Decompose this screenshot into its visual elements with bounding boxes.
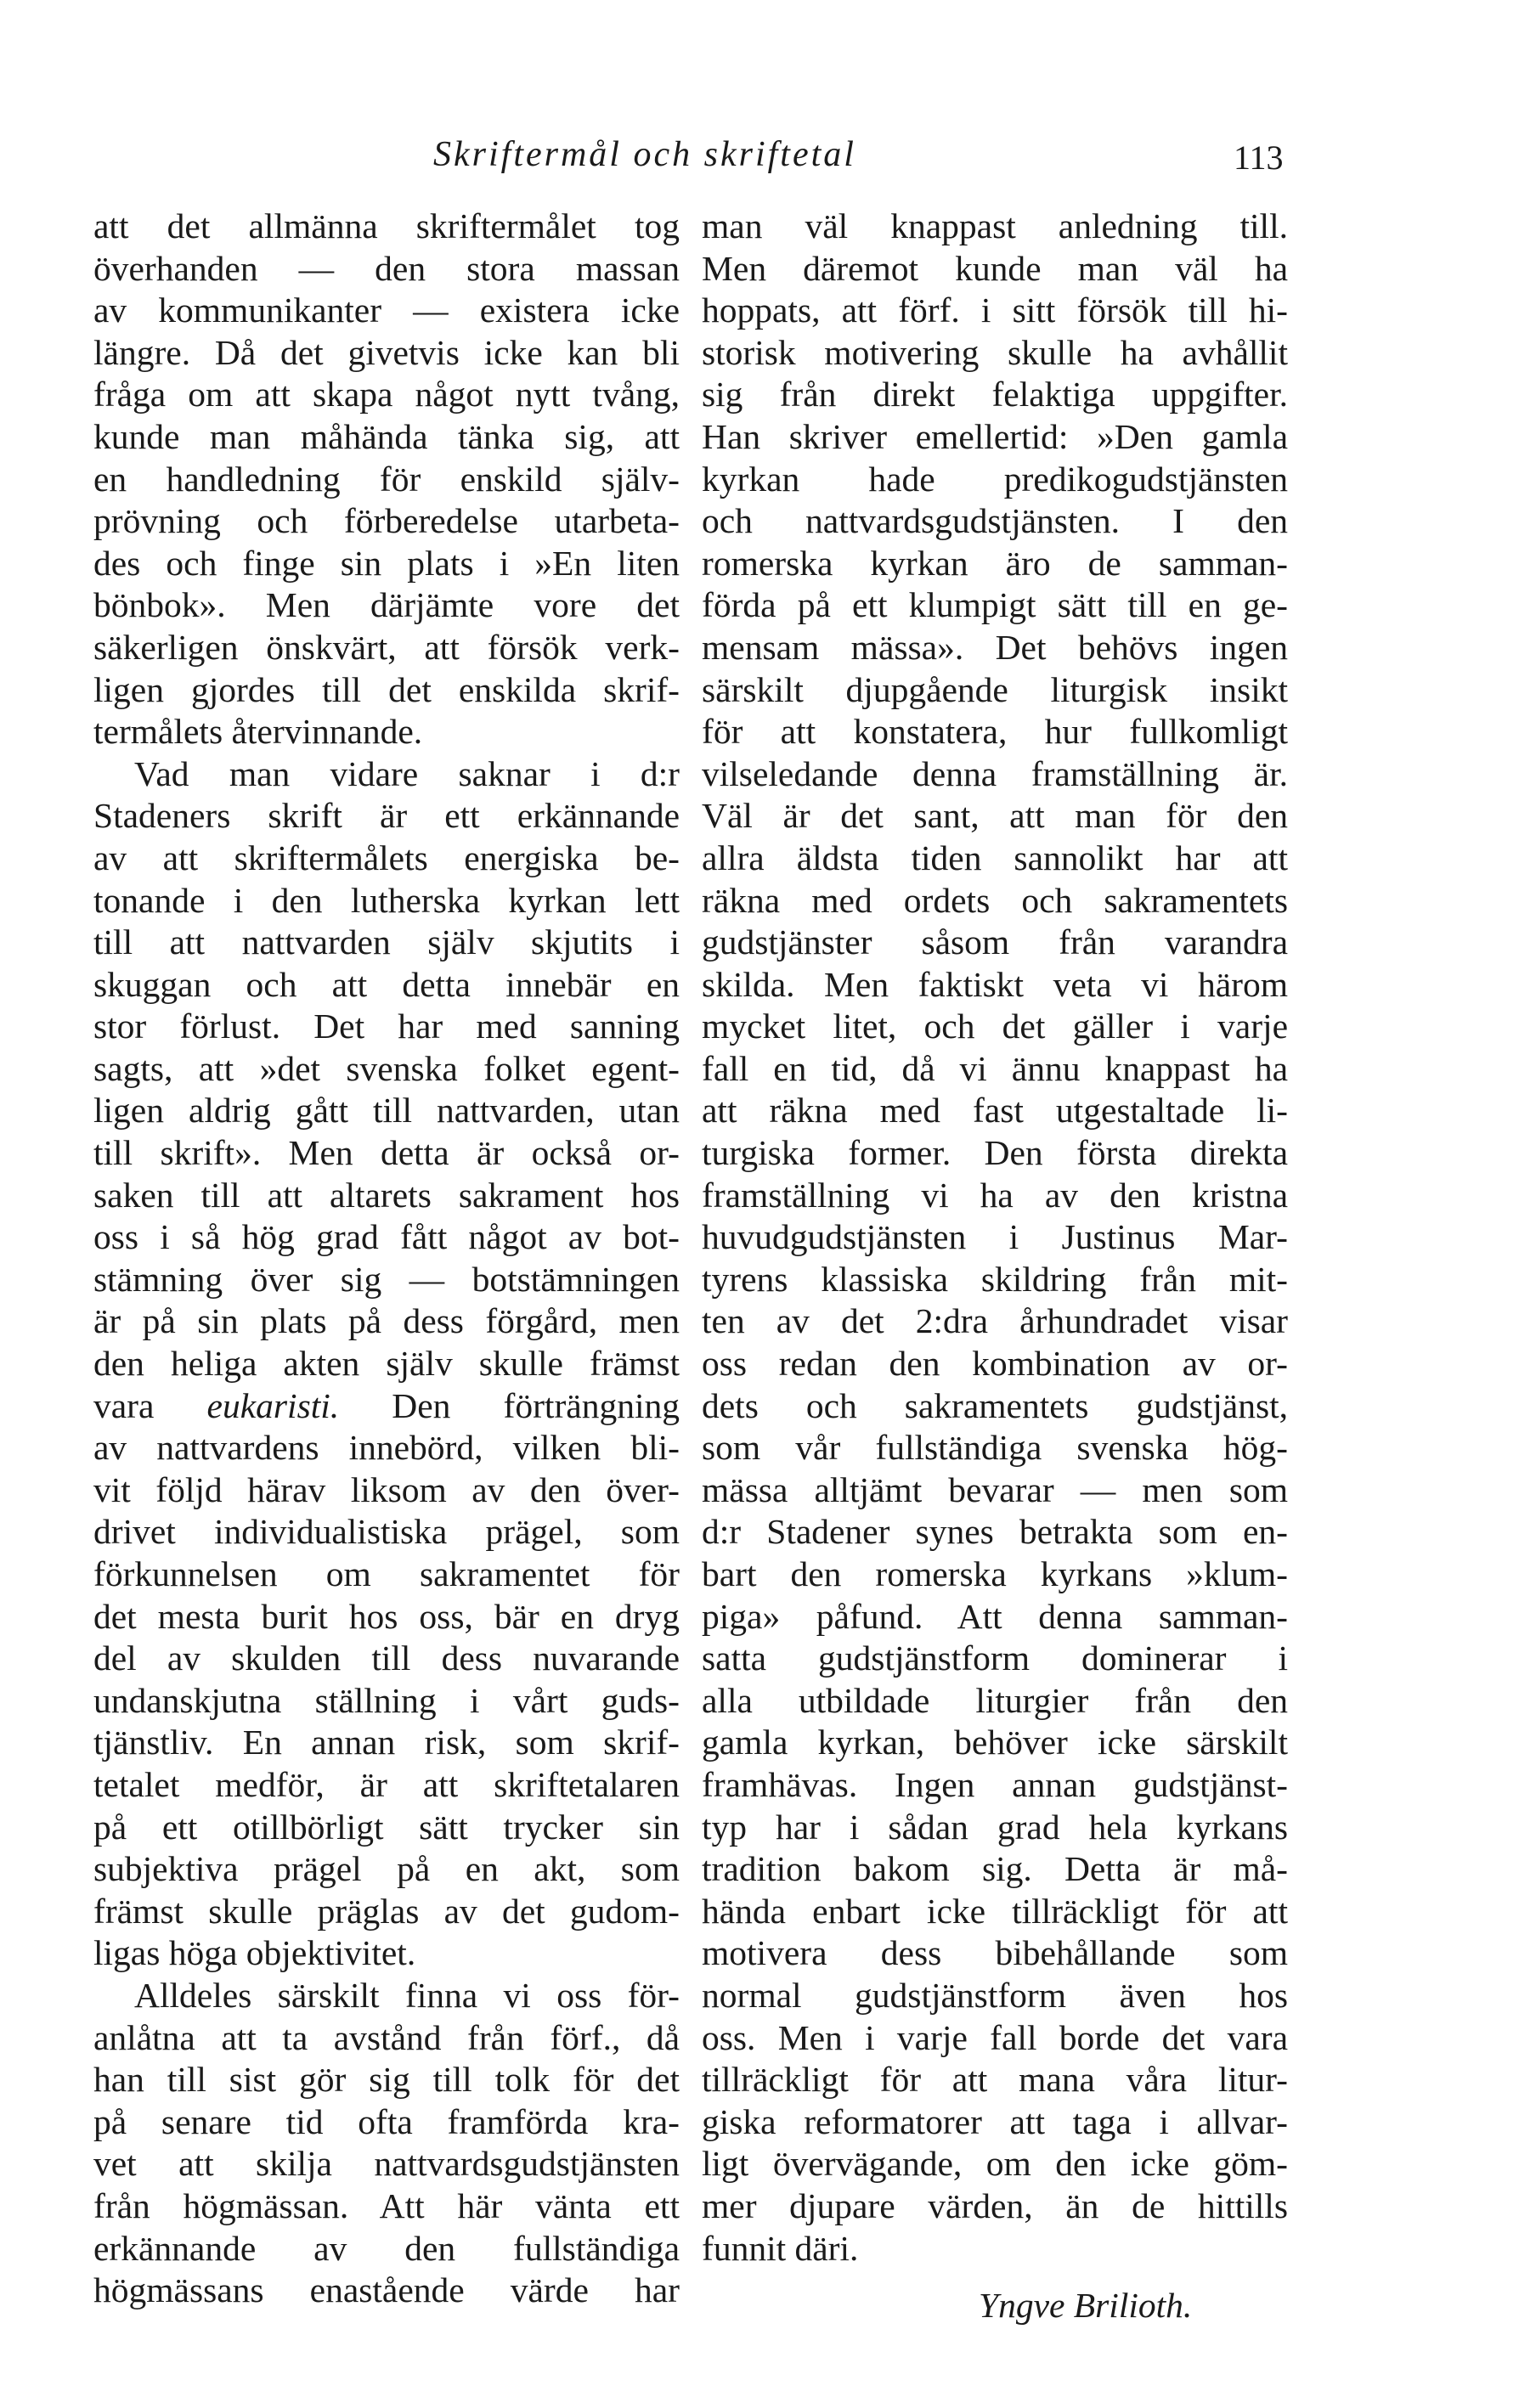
text-line: till skrift». Men detta är också or- xyxy=(93,1133,680,1173)
text-line: kunde man måhända tänka sig, att xyxy=(93,416,680,456)
text-line: skuggan och att detta innebär en xyxy=(93,964,680,1004)
text-line: Men däremot kunde man väl ha xyxy=(702,248,1288,288)
text-line: bönbok». Men därjämte vore det xyxy=(93,585,680,625)
text-line: en handledning för enskild själv- xyxy=(93,459,680,499)
text-line: att räkna med fast utgestaltade li- xyxy=(702,1091,1288,1131)
text-line: normal gudstjänstform även hos xyxy=(702,1975,1288,2015)
text-line: giska reformatorer att taga i allvar- xyxy=(702,2101,1288,2141)
text-line: turgiska former. Den första direkta xyxy=(702,1133,1288,1173)
text-line: framställning vi ha av den kristna xyxy=(702,1175,1288,1215)
text-line: tradition bakom sig. Detta är må- xyxy=(702,1849,1288,1889)
text-line: allra äldsta tiden sannolikt har att xyxy=(702,837,1288,877)
text-line: oss redan den kombination av or- xyxy=(702,1344,1288,1384)
text-line: framhävas. Ingen annan gudstjänst- xyxy=(702,1764,1288,1804)
text-line: högmässans enastående värde har xyxy=(93,2270,680,2310)
text-segment: Den förträngning xyxy=(392,1385,680,1425)
text-line: förda på ett klumpigt sätt till en ge- xyxy=(702,585,1288,625)
text-line: främst skulle präglas av det gudom- xyxy=(93,1891,680,1931)
text-line: det mesta burit hos oss, bär en dryg xyxy=(93,1596,680,1636)
right-column xyxy=(702,206,1288,2327)
text-line: sagts, att »det svenska folket egent- xyxy=(93,1048,680,1088)
text-line: dets och sakramentets gudstjänst, xyxy=(702,1385,1288,1425)
text-line: motivera dess bibehållande som xyxy=(702,1933,1288,1973)
text-line: tonande i den lutherska kyrkan lett xyxy=(93,880,680,920)
text-line: säkerligen önskvärt, att försök verk- xyxy=(93,627,680,667)
text-line: Stadeners skrift är ett erkännande xyxy=(93,796,680,836)
paragraph-start-line: Vad man vidare saknar i d:r xyxy=(134,753,680,793)
text-line: man väl knappast anledning till. xyxy=(702,206,1288,245)
text-line: tyrens klassiska skildring från mit- xyxy=(702,1259,1288,1299)
text-line: av kommunikanter — existera icke xyxy=(93,290,680,330)
paragraph-end-line: ligas höga objektivitet. xyxy=(93,1933,416,1973)
text-line: saken till att altarets sakrament hos xyxy=(93,1175,680,1215)
text-line: sig från direkt felaktiga uppgifter. xyxy=(702,375,1288,414)
text-line: prövning och förberedelse utarbeta- xyxy=(93,501,680,541)
text-line: drivet individualistiska prägel, som xyxy=(93,1512,680,1552)
text-line: erkännande av den fullständiga xyxy=(93,2228,680,2268)
text-line: till att nattvarden själv skjutits i xyxy=(93,922,680,962)
text-line: förkunnelsen om sakramentet för xyxy=(93,1554,680,1593)
running-title: Skriftermål och skriftetal xyxy=(433,135,856,174)
text-line: som vår fullständiga svenska hög- xyxy=(702,1428,1288,1468)
text-line: subjektiva prägel på en akt, som xyxy=(93,1849,680,1889)
text-line: av nattvardens innebörd, vilken bli- xyxy=(93,1428,680,1468)
text-line: skilda. Men faktiskt veta vi härom xyxy=(702,964,1288,1004)
text-line: satta gudstjänstform dominerar i xyxy=(702,1638,1288,1678)
text-line: mycket litet, och det gäller i varje xyxy=(702,1007,1288,1046)
text-line: alla utbildade liturgier från den xyxy=(702,1680,1288,1720)
text-line: längre. Då det givetvis icke kan bli xyxy=(93,332,680,372)
text-line: romerska kyrkan äro de samman- xyxy=(702,543,1288,583)
text-line: vilseledande denna framställning är. xyxy=(702,753,1288,793)
text-line: vit följd härav liksom av den över- xyxy=(93,1469,680,1509)
text-line: stämning över sig — botstämningen xyxy=(93,1259,680,1299)
text-line: typ har i sådan grad hela kyrkans xyxy=(702,1807,1288,1847)
page-number: 113 xyxy=(1234,138,1284,177)
text-line: tetalet medför, är att skriftetalaren xyxy=(93,1764,680,1804)
text-line: mässa alltjämt bevarar — men som xyxy=(702,1469,1288,1509)
text-line: ligen gjordes till det enskilda skrif- xyxy=(93,669,680,709)
text-line: storisk motivering skulle ha avhållit xyxy=(702,332,1288,372)
text-line: fråga om att skapa något nytt tvång, xyxy=(93,375,680,414)
paragraph-end-line: funnit däri. xyxy=(702,2228,859,2268)
text-line: bart den romerska kyrkans »klum- xyxy=(702,1554,1288,1593)
author-signature: Yngve Brilioth. xyxy=(979,2286,1193,2326)
text-line: tillräckligt för att mana våra litur- xyxy=(702,2060,1288,2100)
text-line: fall en tid, då vi ännu knappast ha xyxy=(702,1048,1288,1088)
text-line: på ett otillbörligt sätt trycker sin xyxy=(93,1807,680,1847)
text-line: att det allmänna skriftermålet tog xyxy=(93,206,680,245)
text-line: d:r Stadener synes betrakta som en- xyxy=(702,1512,1288,1552)
text-line: gudstjänster såsom från varandra xyxy=(702,922,1288,962)
text-line: Väl är det sant, att man för den xyxy=(702,796,1288,836)
text-line: är på sin plats på dess förgård, men xyxy=(93,1301,680,1341)
text-line: och nattvardsgudstjänsten. I den xyxy=(702,501,1288,541)
text-line: ligen aldrig gått till nattvarden, utan xyxy=(93,1091,680,1131)
text-line: piga» påfund. Att denna samman- xyxy=(702,1596,1288,1636)
text-line: anlåtna att ta avstånd från förf., då xyxy=(93,2017,680,2057)
text-line: hoppats, att förf. i sitt försök till hi- xyxy=(702,290,1288,330)
text-line: hända enbart icke tillräckligt för att xyxy=(702,1891,1288,1931)
text-line: överhanden — den stora massan xyxy=(93,248,680,288)
text-line: av att skriftermålets energiska be- xyxy=(93,837,680,877)
text-line: särskilt djupgående liturgisk insikt xyxy=(702,669,1288,709)
text-line: mensam mässa». Det behövs ingen xyxy=(702,627,1288,667)
paragraph-end-line: termålets återvinnande. xyxy=(93,712,423,752)
text-line: den heliga akten själv skulle främst xyxy=(93,1344,680,1384)
text-line: oss. Men i varje fall borde det vara xyxy=(702,2017,1288,2057)
text-line: vet att skilja nattvardsgudstjänsten xyxy=(93,2144,680,2184)
paragraph-start-line: Alldeles särskilt finna vi oss för- xyxy=(134,1975,680,2015)
text-line: ligt övervägande, om den icke göm- xyxy=(702,2144,1288,2184)
text-line: mer djupare värden, än de hittills xyxy=(702,2185,1288,2225)
text-line: på senare tid ofta framförda kra- xyxy=(93,2101,680,2141)
text-line: från högmässan. Att här vänta ett xyxy=(93,2185,680,2225)
text-line: undanskjutna ställning i vårt guds- xyxy=(93,1680,680,1720)
text-line-with-italic xyxy=(93,1385,680,1428)
text-line: stor förlust. Det har med sanning xyxy=(93,1007,680,1046)
text-line: del av skulden till dess nuvarande xyxy=(93,1638,680,1678)
italic-term: eukaristi. xyxy=(206,1385,340,1425)
text-line: ten av det 2:dra århundradet visar xyxy=(702,1301,1288,1341)
text-line: för att konstatera, hur fullkomligt xyxy=(702,712,1288,752)
text-line: kyrkan hade predikogudstjänsten xyxy=(702,459,1288,499)
text-line: des och finge sin plats i »En liten xyxy=(93,543,680,583)
text-line: huvudgudstjänsten i Justinus Mar- xyxy=(702,1217,1288,1257)
text-segment: vara xyxy=(93,1385,155,1425)
left-column xyxy=(93,206,680,2312)
text-line: Han skriver emellertid: »Den gamla xyxy=(702,416,1288,456)
text-line: han till sist gör sig till tolk för det xyxy=(93,2060,680,2100)
text-line: räkna med ordets och sakramentets xyxy=(702,880,1288,920)
text-line: gamla kyrkan, behöver icke särskilt xyxy=(702,1723,1288,1762)
text-line: tjänstliv. En annan risk, som skrif- xyxy=(93,1723,680,1762)
text-line: oss i så hög grad fått något av bot- xyxy=(93,1217,680,1257)
